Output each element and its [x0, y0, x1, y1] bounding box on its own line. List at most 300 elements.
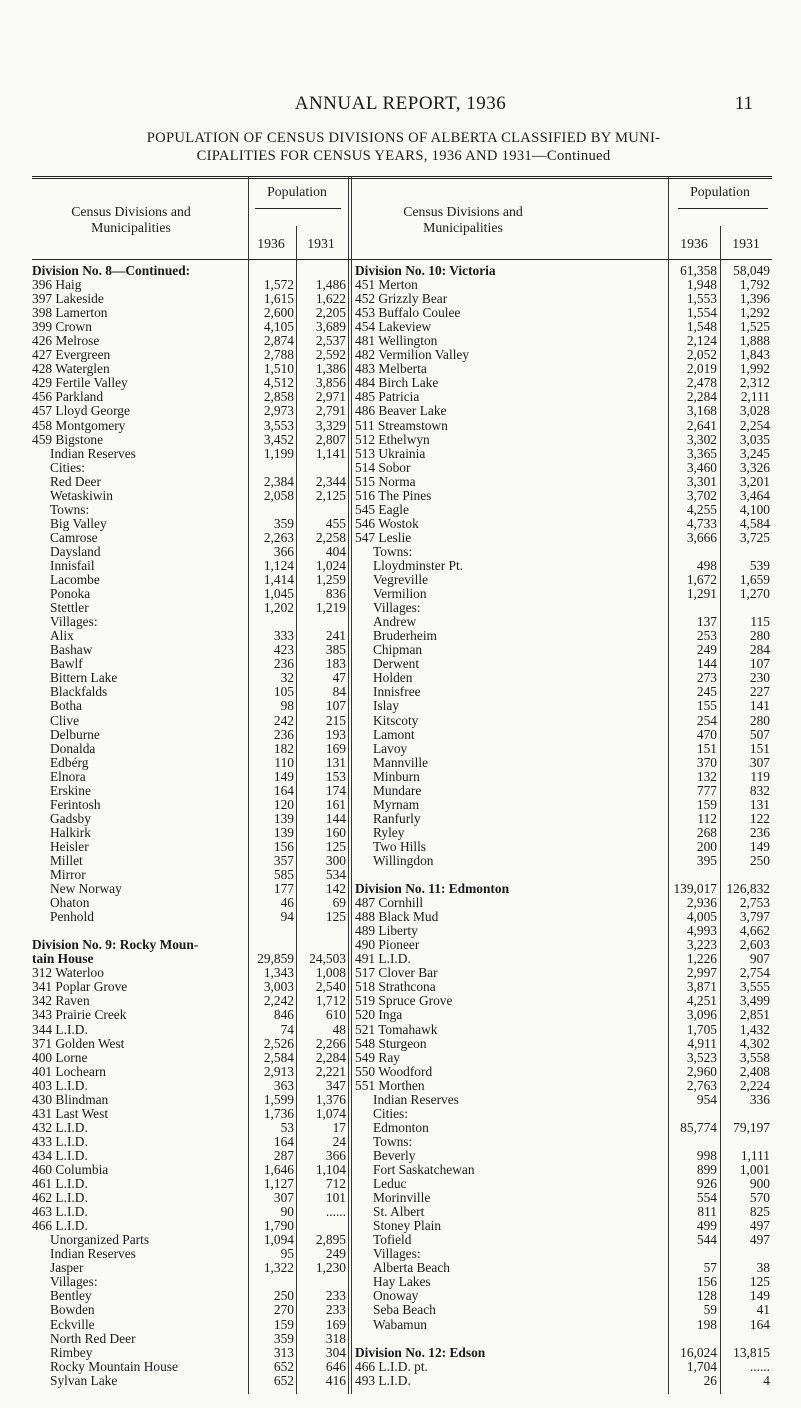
municipality-name: Division No. 12: Edson: [355, 1345, 486, 1360]
population-1931: 161: [325, 796, 346, 812]
population-1931: 24,503: [309, 951, 346, 967]
population-1936: 98: [280, 698, 294, 714]
population-1936: 359: [273, 515, 294, 531]
table-row: [355, 784, 769, 798]
population-1936: 200: [696, 838, 717, 854]
municipality-name: Ryley: [373, 825, 405, 840]
population-1931: 24: [332, 1133, 346, 1149]
table-row: [355, 1079, 769, 1093]
municipality-name: Stettler: [50, 601, 89, 616]
table-row: [32, 896, 346, 910]
population-1931: 151: [749, 740, 770, 756]
population-1931: 250: [749, 852, 770, 868]
table-row: [355, 826, 769, 840]
population-1936: 3,301: [686, 473, 717, 489]
table-row: [32, 433, 346, 447]
table-row: [355, 910, 769, 924]
municipality-name: Penhold: [50, 910, 94, 925]
table-row: [32, 587, 346, 601]
municipality-name: Blackfalds: [50, 685, 108, 700]
population-1936: 1,202: [263, 600, 294, 616]
population-1936: 359: [273, 1330, 294, 1346]
right-header-line-1: Census Divisions and: [403, 204, 523, 219]
municipality-name: 426 Melrose: [32, 334, 100, 349]
table-row: [355, 896, 769, 910]
population-1936: 4,993: [686, 923, 717, 939]
table-row: [355, 362, 769, 376]
table-row: [355, 854, 769, 868]
population-1931: 907: [749, 951, 770, 967]
population-1936: 4,733: [686, 515, 717, 531]
population-1936: 3,523: [686, 1049, 717, 1065]
population-1931: 1,111: [740, 1147, 770, 1163]
table-row: [355, 615, 769, 629]
municipality-name: 398 Lamerton: [32, 306, 108, 321]
table-row: [32, 924, 346, 938]
population-1936: 137: [696, 614, 717, 630]
municipality-name: 518 Strathcona: [355, 980, 436, 995]
section-label-row: [32, 503, 346, 517]
municipality-name: Indian Reserves: [50, 446, 136, 461]
table-row: [355, 1008, 769, 1022]
population-1936: 2,858: [263, 389, 294, 405]
left-header-line-1: Census Divisions and: [71, 204, 191, 219]
table-row: [32, 1149, 346, 1163]
table-row: [32, 643, 346, 657]
table-row: [32, 292, 346, 306]
population-1931: 69: [332, 895, 346, 911]
population-1936: 954: [696, 1091, 717, 1107]
population-1936: 85,774: [680, 1119, 717, 1135]
running-head: [0, 93, 801, 115]
municipality-name: 454 Lakeview: [355, 320, 432, 335]
population-1936: 1,553: [686, 291, 717, 307]
municipality-name: 457 Lloyd George: [32, 404, 130, 419]
population-1936: 149: [273, 768, 294, 784]
population-1931: 2,537: [315, 333, 346, 349]
division-row: [355, 882, 769, 896]
left-header-label: [20, 204, 242, 236]
table-row: [355, 587, 769, 601]
municipality-name: 485 Patricia: [355, 390, 420, 405]
municipality-name: tain House: [32, 952, 94, 967]
table-row: [355, 1233, 769, 1247]
municipality-name: 488 Black Mud: [355, 910, 439, 925]
table-row: [355, 1037, 769, 1051]
table-row: [355, 1205, 769, 1219]
table-row: [355, 770, 769, 784]
municipality-name: Sylvan Lake: [50, 1373, 118, 1388]
municipality-name: 397 Lakeside: [32, 292, 104, 307]
population-1931: 84: [332, 684, 346, 700]
table-row: [355, 980, 769, 994]
population-1931: 1,230: [315, 1260, 346, 1276]
population-1936: 423: [273, 642, 294, 658]
population-1931: 115: [750, 614, 770, 630]
municipality-name: 484 Birch Lake: [355, 376, 439, 391]
population-1936: 3,223: [686, 937, 717, 953]
population-1931: 1,525: [739, 319, 770, 335]
population-1931: 1,001: [739, 1162, 770, 1177]
population-1936: 1,548: [686, 319, 717, 335]
table-row: [355, 1191, 769, 1205]
municipality-name: 550 Woodford: [355, 1064, 433, 1079]
table-row: [32, 1346, 346, 1360]
municipality-name: 548 Sturgeon: [355, 1036, 427, 1051]
municipality-name: Innisfree: [373, 685, 421, 700]
table-row: [32, 714, 346, 728]
population-1936: 1,736: [263, 1105, 294, 1121]
municipality-name: Villages:: [50, 1275, 98, 1290]
table-row: [32, 362, 346, 376]
municipality-name: 511 Streamstown: [355, 418, 448, 433]
municipality-name: 463 L.I.D.: [32, 1205, 88, 1220]
population-1936: 3,702: [686, 487, 717, 503]
municipality-name: 432 L.I.D.: [32, 1120, 88, 1135]
municipality-name: Indian Reserves: [373, 1092, 459, 1107]
table-row: [355, 657, 769, 671]
population-1931: 2,284: [315, 1049, 346, 1065]
municipality-name: Mundare: [373, 783, 422, 798]
population-1936: 4,251: [686, 993, 717, 1009]
municipality-name: Chipman: [373, 643, 423, 658]
municipality-name: Willingdon: [373, 853, 434, 868]
population-1931: 1,659: [739, 572, 770, 588]
table-row: [32, 1008, 346, 1022]
population-1931: 1,386: [315, 361, 346, 377]
municipality-name: 429 Fertile Valley: [32, 376, 128, 391]
table-row: [355, 278, 769, 292]
municipality-name: Unorganized Parts: [50, 1233, 150, 1248]
table-row: [32, 1093, 346, 1107]
population-1931: 2,791: [315, 403, 346, 419]
table-row: [355, 643, 769, 657]
population-1931: 2,754: [739, 965, 770, 981]
municipality-name: Clive: [50, 713, 80, 728]
table-row: [355, 671, 769, 685]
division-row: [32, 952, 346, 966]
table-row: [32, 1107, 346, 1121]
table-row: [355, 798, 769, 812]
population-1931: 2,344: [315, 473, 346, 489]
population-1931: 1,008: [315, 965, 346, 981]
municipality-name: Camrose: [50, 530, 98, 545]
right-table-body: [355, 264, 769, 1388]
population-1936: 1,343: [263, 965, 294, 981]
population-1931: 1,992: [739, 361, 770, 377]
table-row: [32, 545, 346, 559]
municipality-name: Onoway: [373, 1289, 419, 1304]
municipality-name: Daysland: [50, 544, 101, 559]
population-1931: 646: [325, 1358, 346, 1374]
municipality-name: Seba Beach: [373, 1303, 436, 1318]
table-row: [355, 419, 769, 433]
municipality-name: Botha: [50, 699, 82, 714]
table-row: [32, 798, 346, 812]
municipality-name: 462 L.I.D.: [32, 1191, 88, 1206]
population-1936: 1,414: [263, 572, 294, 588]
population-1936: 1,322: [263, 1260, 294, 1276]
population-1936: 1,124: [263, 557, 294, 573]
table-row: [355, 840, 769, 854]
municipality-name: 491 L.I.D.: [355, 952, 411, 967]
population-1931: 227: [749, 684, 770, 700]
population-1936: 2,997: [686, 965, 717, 981]
table-row: [355, 573, 769, 587]
population-1936: 2,052: [686, 347, 717, 363]
table-row: [32, 1177, 346, 1191]
population-1931: 2,111: [740, 389, 770, 405]
table-row: [355, 714, 769, 728]
municipality-name: 493 L.I.D.: [355, 1373, 411, 1388]
population-1936: 250: [273, 1288, 294, 1304]
table-row: [32, 1303, 346, 1317]
municipality-name: 458 Montgomery: [32, 418, 126, 433]
municipality-name: Stoney Plain: [373, 1219, 442, 1234]
municipality-name: New Norway: [50, 882, 122, 897]
municipality-name: 515 Norma: [355, 474, 416, 489]
population-1931: 825: [749, 1204, 770, 1220]
population-1936: 270: [273, 1302, 294, 1318]
population-1936: 59: [703, 1302, 717, 1318]
population-1936: 3,460: [686, 459, 717, 475]
table-row: [32, 756, 346, 770]
municipality-name: 401 Lochearn: [32, 1064, 106, 1079]
population-1931: 3,689: [315, 319, 346, 335]
left-header-line-2: Municipalities: [91, 220, 171, 235]
population-1931: 107: [749, 656, 770, 672]
municipality-name: Cities:: [373, 1106, 408, 1121]
municipality-name: Erskine: [50, 783, 91, 798]
municipality-name: Lamont: [373, 727, 415, 742]
population-1931: 3,499: [739, 993, 770, 1009]
right-header-label: [352, 204, 574, 236]
municipality-name: Big Valley: [50, 516, 107, 531]
table-row: [32, 770, 346, 784]
municipality-name: 399 Crown: [32, 320, 92, 335]
right-population-rule: [678, 208, 768, 209]
table-row: [32, 1233, 346, 1247]
table-row: [355, 924, 769, 938]
table-row: [32, 657, 346, 671]
municipality-name: Indian Reserves: [50, 1247, 136, 1262]
municipality-name: 403 L.I.D.: [32, 1078, 88, 1093]
municipality-name: Tofield: [373, 1233, 412, 1248]
municipality-name: Two Hills: [373, 839, 426, 854]
municipality-name: 452 Grizzly Bear: [355, 292, 448, 307]
table-row: [32, 1163, 346, 1177]
population-1931: 1,486: [315, 277, 346, 293]
table-row: [32, 1037, 346, 1051]
population-1931: 2,540: [315, 979, 346, 995]
population-1931: 1,888: [739, 333, 770, 349]
population-1936: 112: [697, 810, 717, 826]
table-row: [32, 1374, 346, 1388]
table-row: [32, 1318, 346, 1332]
population-1936: 2,960: [686, 1063, 717, 1079]
population-1936: 1,226: [686, 951, 717, 967]
population-1936: 3,003: [263, 979, 294, 995]
population-1931: 79,197: [733, 1119, 770, 1135]
population-1931: 3,797: [739, 909, 770, 925]
table-row: [355, 812, 769, 826]
top-rule: [32, 176, 772, 177]
population-1936: 652: [273, 1358, 294, 1374]
population-1936: 236: [273, 656, 294, 672]
municipality-name: Millet: [50, 853, 83, 868]
municipality-name: 489 Liberty: [355, 924, 418, 939]
population-1936: 159: [696, 796, 717, 812]
population-1931: 3,201: [739, 473, 770, 489]
section-label-row: [32, 461, 346, 475]
population-1931: 3,856: [315, 375, 346, 391]
population-1931: 4,584: [739, 515, 770, 531]
population-1931: 1,219: [315, 600, 346, 616]
population-1936: 156: [696, 1274, 717, 1290]
population-1936: 1,790: [263, 1218, 294, 1234]
population-1931: 497: [749, 1232, 770, 1248]
population-1936: 3,302: [686, 431, 717, 447]
table-row: [355, 306, 769, 320]
table-row: [355, 447, 769, 461]
table-row: [32, 1065, 346, 1079]
population-1936: 777: [696, 782, 717, 798]
population-1936: 164: [273, 782, 294, 798]
municipality-name: 547 Leslie: [355, 530, 412, 545]
table-row: [32, 840, 346, 854]
population-1936: 2,019: [686, 361, 717, 377]
population-1931: 2,258: [315, 529, 346, 545]
population-1936: 498: [696, 557, 717, 573]
table-row: [32, 994, 346, 1008]
municipality-name: 433 L.I.D.: [32, 1134, 88, 1149]
report-title: ANNUAL REPORT, 1936: [294, 93, 507, 114]
municipality-name: 431 Last West: [32, 1106, 109, 1121]
population-1931: 169: [325, 740, 346, 756]
population-1936: 313: [273, 1344, 294, 1360]
population-1936: 998: [696, 1147, 717, 1163]
population-1931: 4,100: [739, 501, 770, 517]
population-1936: 366: [273, 543, 294, 559]
municipality-name: Holden: [373, 671, 413, 686]
population-1931: 47: [332, 670, 346, 686]
population-1931: 2,125: [315, 487, 346, 503]
population-1931: 455: [325, 515, 346, 531]
municipality-name: St. Albert: [373, 1205, 425, 1220]
table-row: [355, 1177, 769, 1191]
population-1931: 1,376: [315, 1091, 346, 1107]
population-1931: 304: [325, 1344, 346, 1360]
population-1936: 1,705: [686, 1021, 717, 1037]
population-1931: 174: [325, 782, 346, 798]
population-1936: 357: [273, 852, 294, 868]
population-1931: 101: [325, 1190, 346, 1206]
table-row: [355, 1023, 769, 1037]
population-1936: 2,242: [263, 993, 294, 1009]
section-label-row: [355, 545, 769, 559]
population-1931: 38: [756, 1260, 770, 1276]
table-row: [355, 433, 769, 447]
population-1931: 58,049: [733, 263, 770, 278]
population-1936: 139: [273, 810, 294, 826]
population-1931: 17: [332, 1119, 346, 1135]
table-row: [32, 278, 346, 292]
municipality-name: Towns:: [373, 1134, 413, 1149]
population-1931: 3,725: [739, 529, 770, 545]
population-1931: 404: [325, 543, 346, 559]
population-1936: 1,510: [263, 361, 294, 377]
population-1936: 544: [696, 1232, 717, 1248]
population-1936: 110: [274, 754, 294, 770]
municipality-name: Division No. 10: Victoria: [355, 264, 496, 278]
table-row: [32, 980, 346, 994]
municipality-name: Wetaskiwin: [50, 488, 113, 503]
municipality-name: North Red Deer: [50, 1331, 136, 1346]
table-row: [355, 1261, 769, 1275]
municipality-name: Gadsby: [50, 811, 91, 826]
population-1936: 899: [696, 1162, 717, 1177]
population-1931: 1,712: [315, 993, 346, 1009]
table-row: [355, 503, 769, 517]
population-1936: 273: [696, 670, 717, 686]
population-1936: 2,936: [686, 895, 717, 911]
population-1931: 1,074: [315, 1105, 346, 1121]
table-row: [32, 1135, 346, 1149]
population-1931: 366: [325, 1147, 346, 1163]
population-1936: 2,763: [686, 1077, 717, 1093]
table-row: [32, 320, 346, 334]
table-title-line-1: POPULATION OF CENSUS DIVISIONS OF ALBERTA CLASSIFIED BY MUNI-: [146, 130, 661, 146]
division-row: [32, 264, 346, 278]
population-1936: 95: [280, 1246, 294, 1262]
table-row: [355, 1318, 769, 1332]
population-1936: 1,704: [686, 1358, 717, 1374]
municipality-name: Villages:: [373, 601, 421, 616]
population-1936: 29,859: [257, 951, 294, 967]
table-row: [355, 292, 769, 306]
municipality-name: Mirror: [50, 868, 86, 883]
population-1936: 1,199: [263, 445, 294, 461]
table-row: [32, 1289, 346, 1303]
municipality-name: 371 Golden West: [32, 1036, 125, 1051]
table-row: [32, 629, 346, 643]
population-1931: 2,592: [315, 347, 346, 363]
table-row: [355, 475, 769, 489]
table-row: [32, 1121, 346, 1135]
municipality-name: Ranfurly: [373, 811, 421, 826]
population-1936: 242: [273, 712, 294, 728]
table-row: [32, 728, 346, 742]
population-1936: 3,365: [686, 445, 717, 461]
table-row: [32, 1247, 346, 1261]
municipality-name: 459 Bigstone: [32, 432, 104, 447]
population-1931: 131: [325, 754, 346, 770]
municipality-name: Fort Saskatchewan: [373, 1163, 475, 1177]
population-1931: 284: [749, 642, 770, 658]
table-row: [32, 419, 346, 433]
population-1931: 153: [325, 768, 346, 784]
population-1931: 1,270: [739, 586, 770, 602]
population-1936: 652: [273, 1372, 294, 1388]
municipality-name: 482 Vermilion Valley: [355, 348, 470, 363]
table-row: [355, 1149, 769, 1163]
table-row: [355, 1289, 769, 1303]
population-1936: 94: [280, 909, 294, 925]
population-1936: 155: [696, 698, 717, 714]
population-1936: 2,641: [686, 417, 717, 433]
population-1936: 268: [696, 824, 717, 840]
municipality-name: Halkirk: [50, 825, 91, 840]
